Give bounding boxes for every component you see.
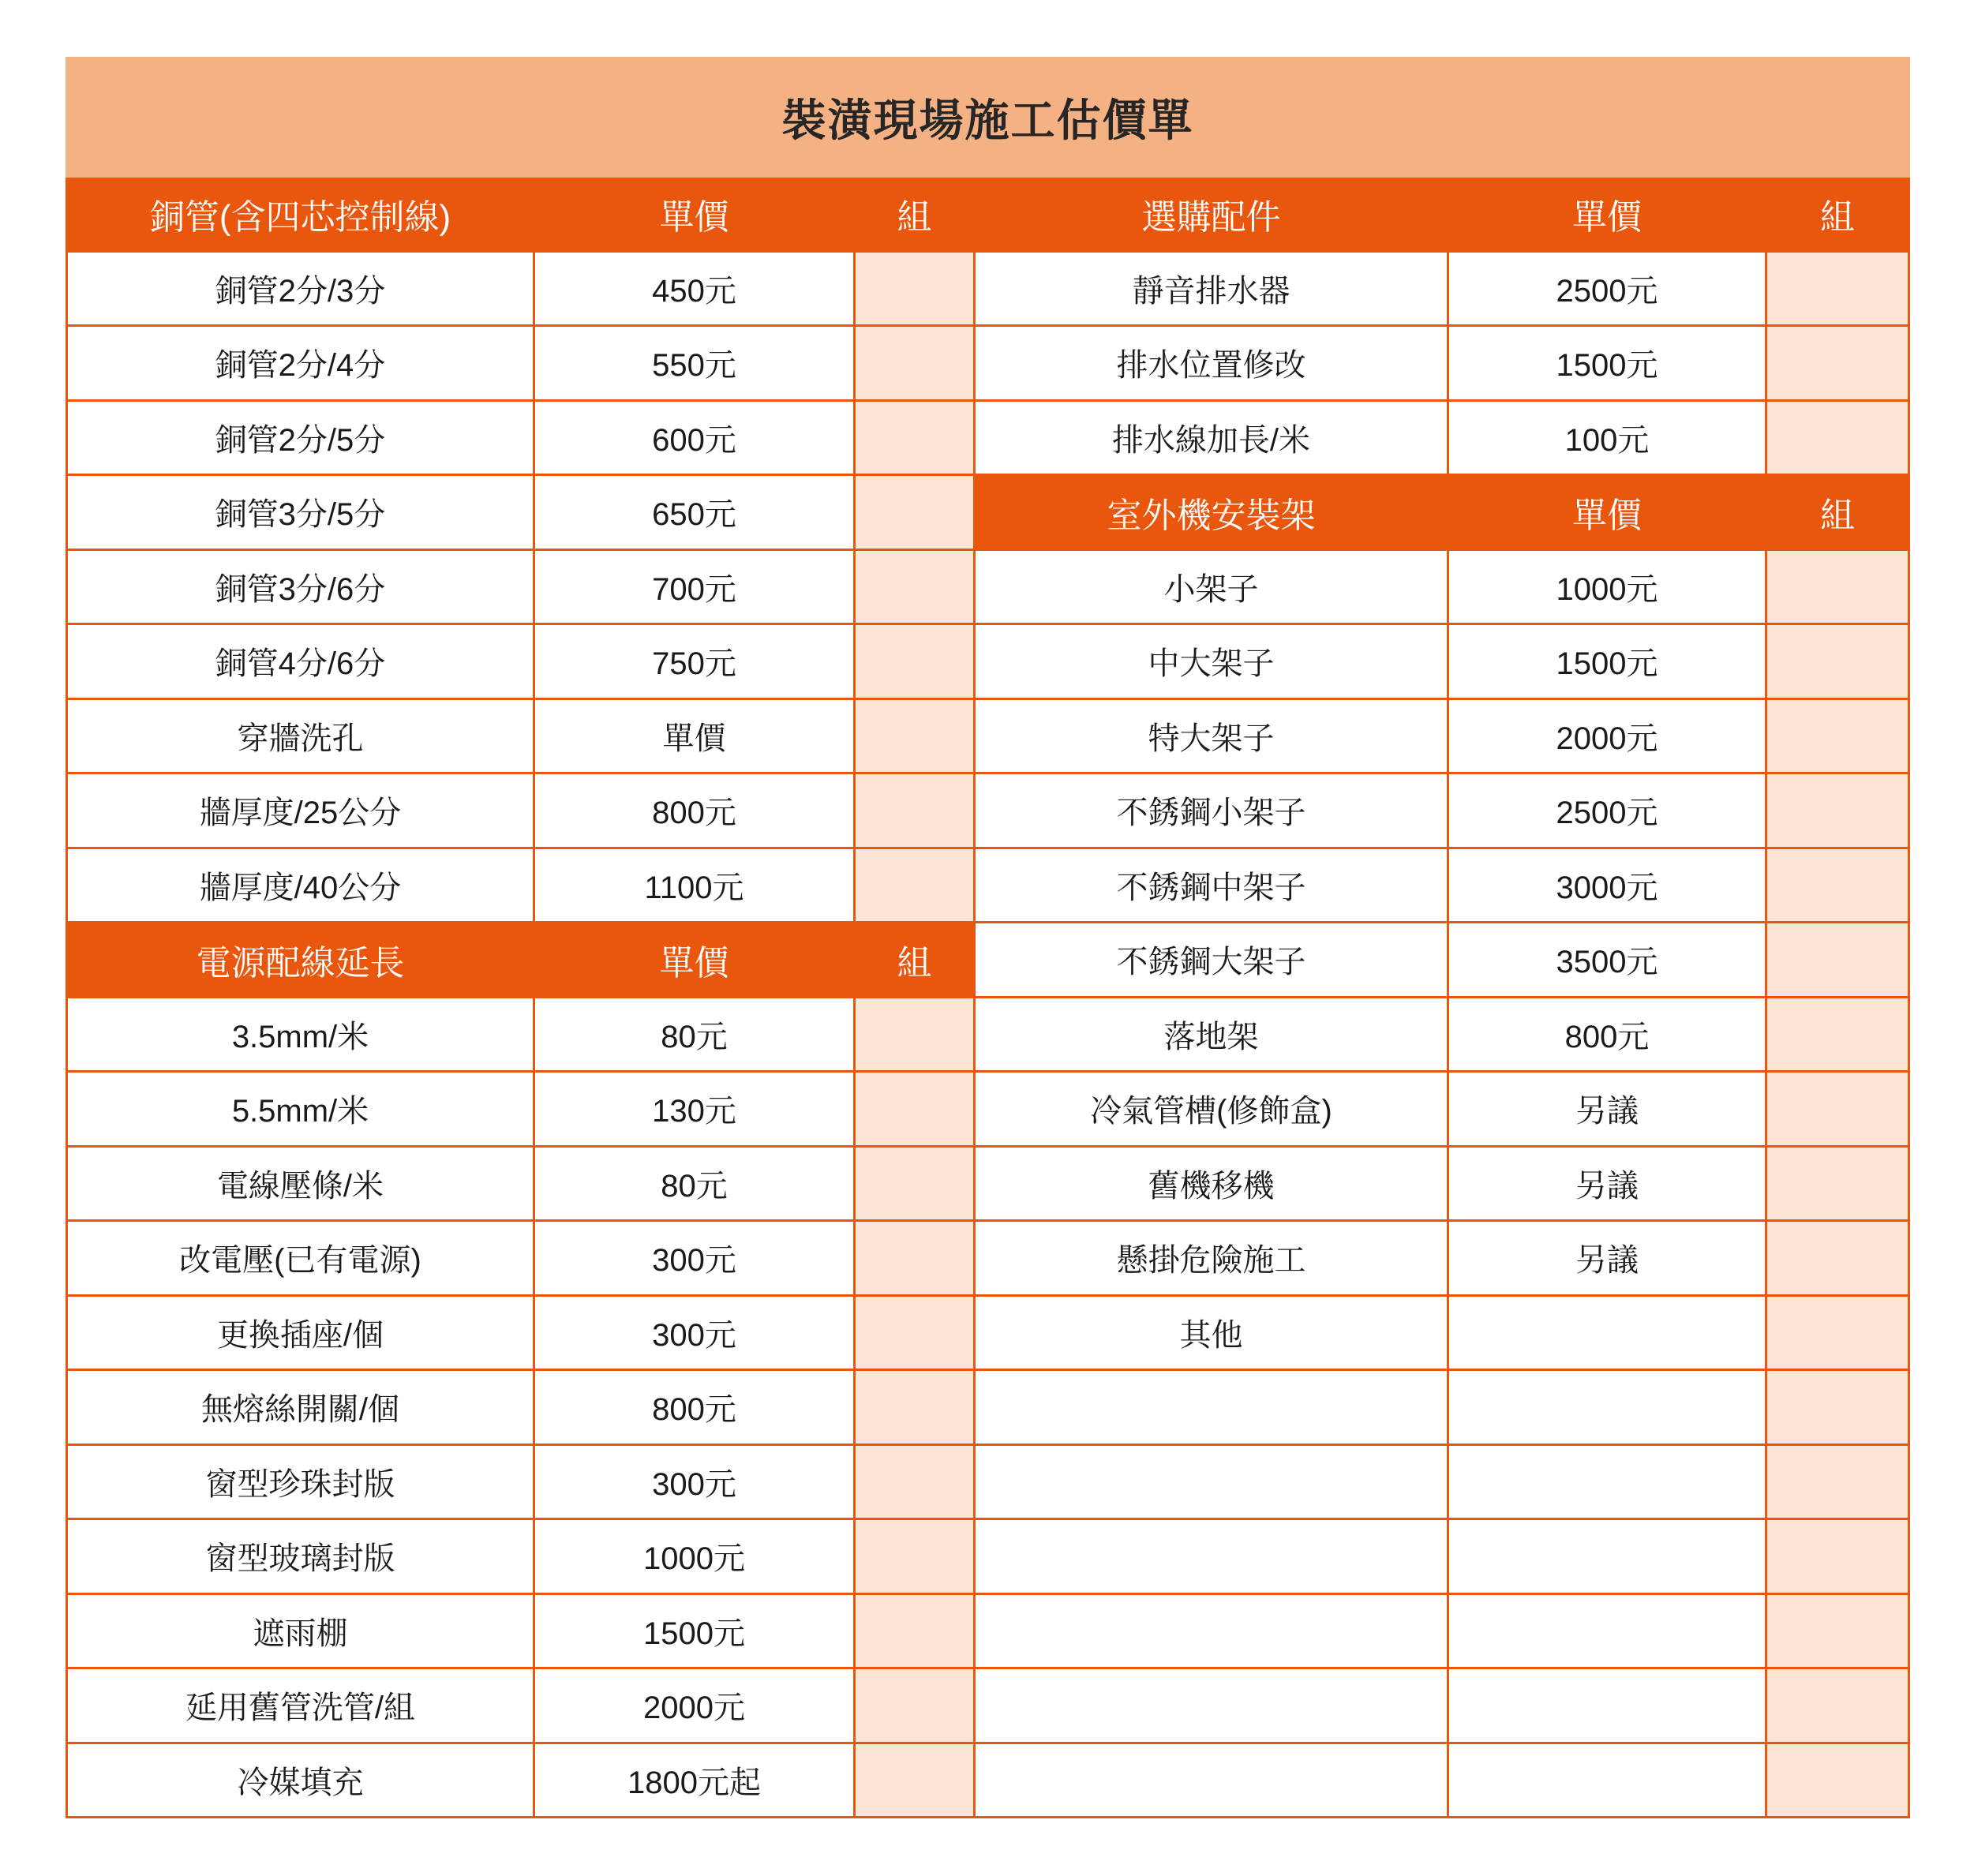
item-cell: 遮雨棚 [68,1595,535,1670]
price-cell: 1500元 [1449,327,1767,402]
header-unit-price-cell: 單價 [535,178,856,253]
table-row [68,774,976,849]
table-row [976,700,1910,775]
table-row [976,1148,1910,1223]
table-row [68,1073,976,1148]
header-qty-cell: 組 [1767,476,1910,551]
qty-cell [856,1371,976,1446]
item-cell: 不銹鋼小架子 [976,774,1449,849]
table-row [68,327,976,402]
table-row [68,1744,976,1819]
qty-cell [1767,1371,1910,1446]
table-row [976,849,1910,924]
item-cell: 銅管2分/5分 [68,402,535,477]
price-cell: 800元 [1449,998,1767,1073]
table-row [976,923,1910,998]
price-cell [1449,1669,1767,1744]
table-row [68,1148,976,1223]
table-row [68,849,976,924]
price-cell: 另議 [1449,1222,1767,1297]
table-row [976,998,1910,1073]
header-category-cell: 選購配件 [976,178,1449,253]
qty-cell [856,1669,976,1744]
header-unit-price-cell: 單價 [1449,476,1767,551]
table-row [68,998,976,1073]
table-row [68,1371,976,1446]
qty-cell [856,1744,976,1819]
qty-cell [856,476,976,551]
table-row [976,1222,1910,1297]
price-cell [1449,1446,1767,1521]
price-cell: 650元 [535,476,856,551]
price-cell: 100元 [1449,402,1767,477]
price-cell: 600元 [535,402,856,477]
item-cell: 靜音排水器 [976,253,1449,328]
item-cell: 無熔絲開關/個 [68,1371,535,1446]
price-cell: 700元 [535,551,856,626]
price-cell: 另議 [1449,1148,1767,1223]
item-cell: 銅管4分/6分 [68,625,535,700]
qty-cell [856,1595,976,1670]
header-qty-cell: 組 [1767,178,1910,253]
qty-cell [1767,551,1910,626]
item-cell: 銅管3分/5分 [68,476,535,551]
qty-cell [1767,1222,1910,1297]
item-cell: 銅管2分/3分 [68,253,535,328]
price-cell: 300元 [535,1297,856,1372]
price-cell: 3500元 [1449,923,1767,998]
price-cell: 1500元 [1449,625,1767,700]
price-cell: 單價 [535,700,856,775]
qty-cell [1767,700,1910,775]
item-cell: 冷媒填充 [68,1744,535,1819]
qty-cell [1767,1744,1910,1819]
qty-cell [856,700,976,775]
item-cell: 窗型珍珠封版 [68,1446,535,1521]
qty-cell [856,1222,976,1297]
header-category-cell: 銅管(含四芯控制線) [68,178,535,253]
qty-cell [856,253,976,328]
qty-cell [856,998,976,1073]
price-cell: 1100元 [535,849,856,924]
price-cell: 800元 [535,1371,856,1446]
qty-cell [856,402,976,477]
item-cell: 銅管2分/4分 [68,327,535,402]
qty-cell [1767,1520,1910,1595]
sheet-title-band [66,57,1910,178]
section-header-row [976,476,1910,551]
price-tables [66,178,1910,1818]
item-cell: 排水位置修改 [976,327,1449,402]
price-cell: 2000元 [535,1669,856,1744]
table-row [976,625,1910,700]
item-cell: 舊機移機 [976,1148,1449,1223]
item-cell [976,1520,1449,1595]
table-row [976,1446,1910,1521]
price-cell: 750元 [535,625,856,700]
section-header-row [68,923,976,998]
price-cell: 300元 [535,1446,856,1521]
qty-cell [856,625,976,700]
price-cell [1449,1744,1767,1819]
qty-cell [1767,1148,1910,1223]
price-cell: 2000元 [1449,700,1767,775]
price-cell: 1800元起 [535,1744,856,1819]
item-cell: 窗型玻璃封版 [68,1520,535,1595]
price-cell: 300元 [535,1222,856,1297]
item-cell: 改電壓(已有電源) [68,1222,535,1297]
table-row [976,774,1910,849]
table-row [68,402,976,477]
qty-cell [1767,402,1910,477]
table-row [976,1371,1910,1446]
item-cell: 不銹鋼大架子 [976,923,1449,998]
item-cell: 不銹鋼中架子 [976,849,1449,924]
qty-cell [856,1297,976,1372]
price-cell: 1500元 [535,1595,856,1670]
qty-cell [1767,1446,1910,1521]
item-cell: 中大架子 [976,625,1449,700]
item-cell: 小架子 [976,551,1449,626]
qty-cell [856,849,976,924]
section-header-row [68,178,976,253]
price-cell: 450元 [535,253,856,328]
price-cell: 80元 [535,998,856,1073]
table-row [68,1222,976,1297]
table-row [976,402,1910,477]
header-unit-price-cell: 單價 [535,923,856,998]
item-cell: 3.5mm/米 [68,998,535,1073]
item-cell: 排水線加長/米 [976,402,1449,477]
table-row [976,1073,1910,1148]
table-row [68,1595,976,1670]
item-cell: 5.5mm/米 [68,1073,535,1148]
item-cell: 電線壓條/米 [68,1148,535,1223]
item-cell [976,1446,1449,1521]
table-row [68,1297,976,1372]
qty-cell [1767,253,1910,328]
accessories-and-mounts-table [976,178,1910,1818]
item-cell: 冷氣管槽(修飾盒) [976,1073,1449,1148]
table-row [976,1297,1910,1372]
item-cell: 牆厚度/25公分 [68,774,535,849]
price-cell: 130元 [535,1073,856,1148]
price-cell [1449,1595,1767,1670]
qty-cell [856,1520,976,1595]
item-cell [976,1595,1449,1670]
table-row [976,1669,1910,1744]
table-row [976,1744,1910,1819]
price-cell [1449,1520,1767,1595]
item-cell: 更換插座/個 [68,1297,535,1372]
qty-cell [1767,923,1910,998]
item-cell: 特大架子 [976,700,1449,775]
copper-pipe-and-wiring-table [66,178,976,1818]
table-row [68,1446,976,1521]
qty-cell [1767,1297,1910,1372]
qty-cell [1767,998,1910,1073]
qty-cell [856,774,976,849]
price-cell: 2500元 [1449,774,1767,849]
section-header-row [976,178,1910,253]
item-cell [976,1669,1449,1744]
qty-cell [1767,625,1910,700]
qty-cell [856,1148,976,1223]
item-cell: 延用舊管洗管/組 [68,1669,535,1744]
price-cell: 80元 [535,1148,856,1223]
price-cell: 1000元 [1449,551,1767,626]
price-cell: 2500元 [1449,253,1767,328]
price-cell: 800元 [535,774,856,849]
table-row [68,551,976,626]
header-category-cell: 電源配線延長 [68,923,535,998]
table-row [976,253,1910,328]
item-cell [976,1744,1449,1819]
table-row [68,1520,976,1595]
qty-cell [1767,774,1910,849]
header-unit-price-cell: 單價 [1449,178,1767,253]
item-cell: 穿牆洗孔 [68,700,535,775]
price-cell: 3000元 [1449,849,1767,924]
qty-cell [1767,1669,1910,1744]
qty-cell [856,1073,976,1148]
qty-cell [856,1446,976,1521]
qty-cell [1767,327,1910,402]
qty-cell [856,327,976,402]
sheet-body [66,57,1910,1818]
qty-cell [1767,1595,1910,1670]
item-cell: 其他 [976,1297,1449,1372]
table-row [68,1669,976,1744]
header-qty-cell: 組 [856,178,976,253]
table-row [976,1595,1910,1670]
table-row [68,253,976,328]
item-cell: 銅管3分/6分 [68,551,535,626]
page-title: 裝潢現場施工估價單 [781,95,1194,145]
price-cell [1449,1371,1767,1446]
price-cell: 550元 [535,327,856,402]
item-cell [976,1371,1449,1446]
table-row [68,700,976,775]
qty-cell [856,551,976,626]
price-cell: 1000元 [535,1520,856,1595]
qty-cell [1767,849,1910,924]
item-cell: 落地架 [976,998,1449,1073]
price-cell: 另議 [1449,1073,1767,1148]
table-row [976,551,1910,626]
table-row [976,1520,1910,1595]
table-row [976,327,1910,402]
item-cell: 懸掛危險施工 [976,1222,1449,1297]
item-cell: 牆厚度/40公分 [68,849,535,924]
qty-cell [1767,1073,1910,1148]
header-qty-cell: 組 [856,923,976,998]
table-row [68,625,976,700]
header-category-cell: 室外機安裝架 [976,476,1449,551]
price-cell [1449,1297,1767,1372]
table-row [68,476,976,551]
